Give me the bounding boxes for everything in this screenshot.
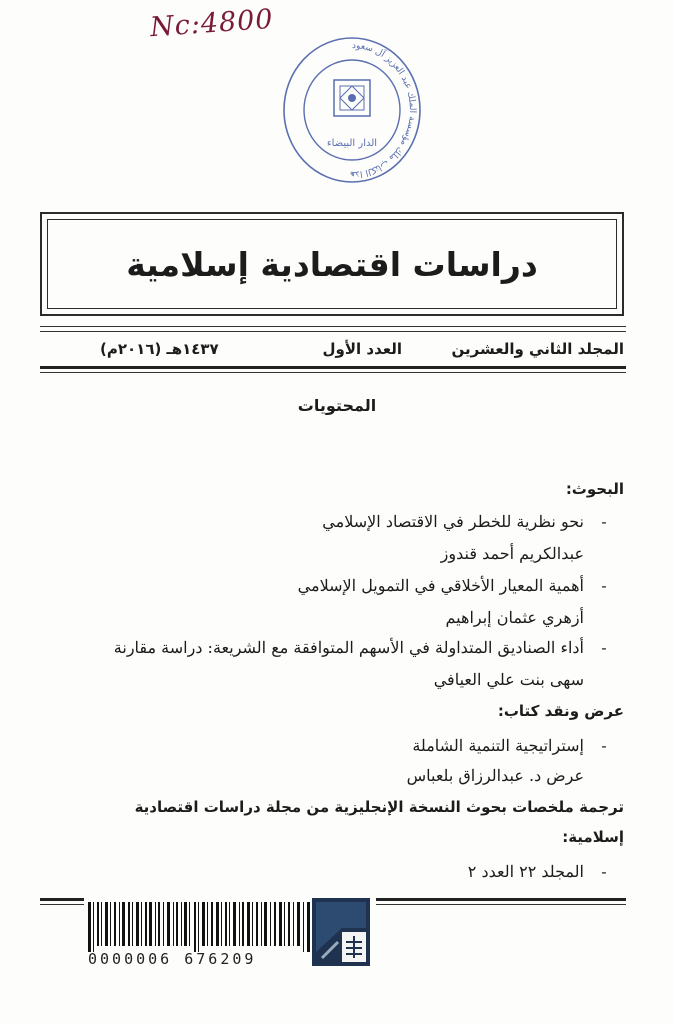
translation-heading-2: إسلامية: xyxy=(562,828,624,846)
contents-heading: المحتويات xyxy=(297,396,377,415)
barcode-digits: 0000006 676209 xyxy=(88,950,257,968)
divider-issue-thick xyxy=(40,366,626,369)
research-item-2 xyxy=(298,576,624,595)
divider-issue-thin xyxy=(40,372,626,373)
stamp-ring-text: هذا الكتاب ملك مؤسسة الملك عبد العزيز آل سعود xyxy=(350,40,417,180)
footer-rule-left xyxy=(40,898,84,901)
list-dash: - xyxy=(601,736,607,755)
research-author-1: عبدالكريم أحمد قندوز xyxy=(440,544,584,563)
research-title-2: أهمية المعيار الأخلاقي في التمويل الإسلامي xyxy=(297,576,584,595)
footer-rule-left-thin xyxy=(40,904,84,905)
publisher-logo-icon xyxy=(312,898,370,966)
list-dash: - xyxy=(601,512,607,531)
journal-title-box xyxy=(40,212,624,316)
translation-item xyxy=(468,862,624,881)
research-item-3 xyxy=(114,638,624,657)
research-author-2: أزهري عثمان إبراهيم xyxy=(445,608,584,627)
list-dash: - xyxy=(601,576,607,595)
research-author-3: سهى بنت علي العيافي xyxy=(433,670,584,689)
issue-number: العدد الأول xyxy=(322,340,402,358)
list-dash: - xyxy=(601,862,607,881)
stamp-city: الدار البيضاء xyxy=(326,138,378,149)
review-item xyxy=(412,736,624,755)
stamp-emblem-icon xyxy=(334,80,370,116)
issue-volume: المجلد الثاني والعشرين xyxy=(451,340,624,358)
research-heading: البحوث: xyxy=(565,480,624,498)
footer-rule-right xyxy=(376,898,626,901)
research-item-1 xyxy=(322,512,624,531)
review-author: عرض د. عبدالرزاق بلعباس xyxy=(406,766,584,785)
review-heading: عرض ونقد كتاب: xyxy=(497,702,624,720)
divider-top-thin-2 xyxy=(40,331,626,332)
translation-item-text: المجلد ٢٢ العدد ٢ xyxy=(467,862,584,881)
library-stamp xyxy=(282,26,422,186)
review-title: إستراتيجية التنمية الشاملة xyxy=(412,736,584,755)
divider-top-thin xyxy=(40,326,626,327)
list-dash: - xyxy=(601,638,607,657)
barcode-icon xyxy=(88,902,310,952)
footer-rule-right-thin xyxy=(376,904,626,905)
handwritten-note: Nc:4800 xyxy=(149,3,275,44)
research-title-3: أداء الصناديق المتداولة في الأسهم المتوافقة مع الشريعة: دراسة مقارنة xyxy=(113,638,584,657)
translation-heading-1: ترجمة ملخصات بحوث النسخة الإنجليزية من مجلة دراسات اقتصادية xyxy=(134,798,624,816)
research-title-1: نحو نظرية للخطر في الاقتصاد الإسلامي xyxy=(322,512,584,531)
issue-date: ١٤٣٧هـ (٢٠١٦م) xyxy=(100,340,219,358)
journal-title: دراسات اقتصادية إسلامية xyxy=(126,244,538,284)
